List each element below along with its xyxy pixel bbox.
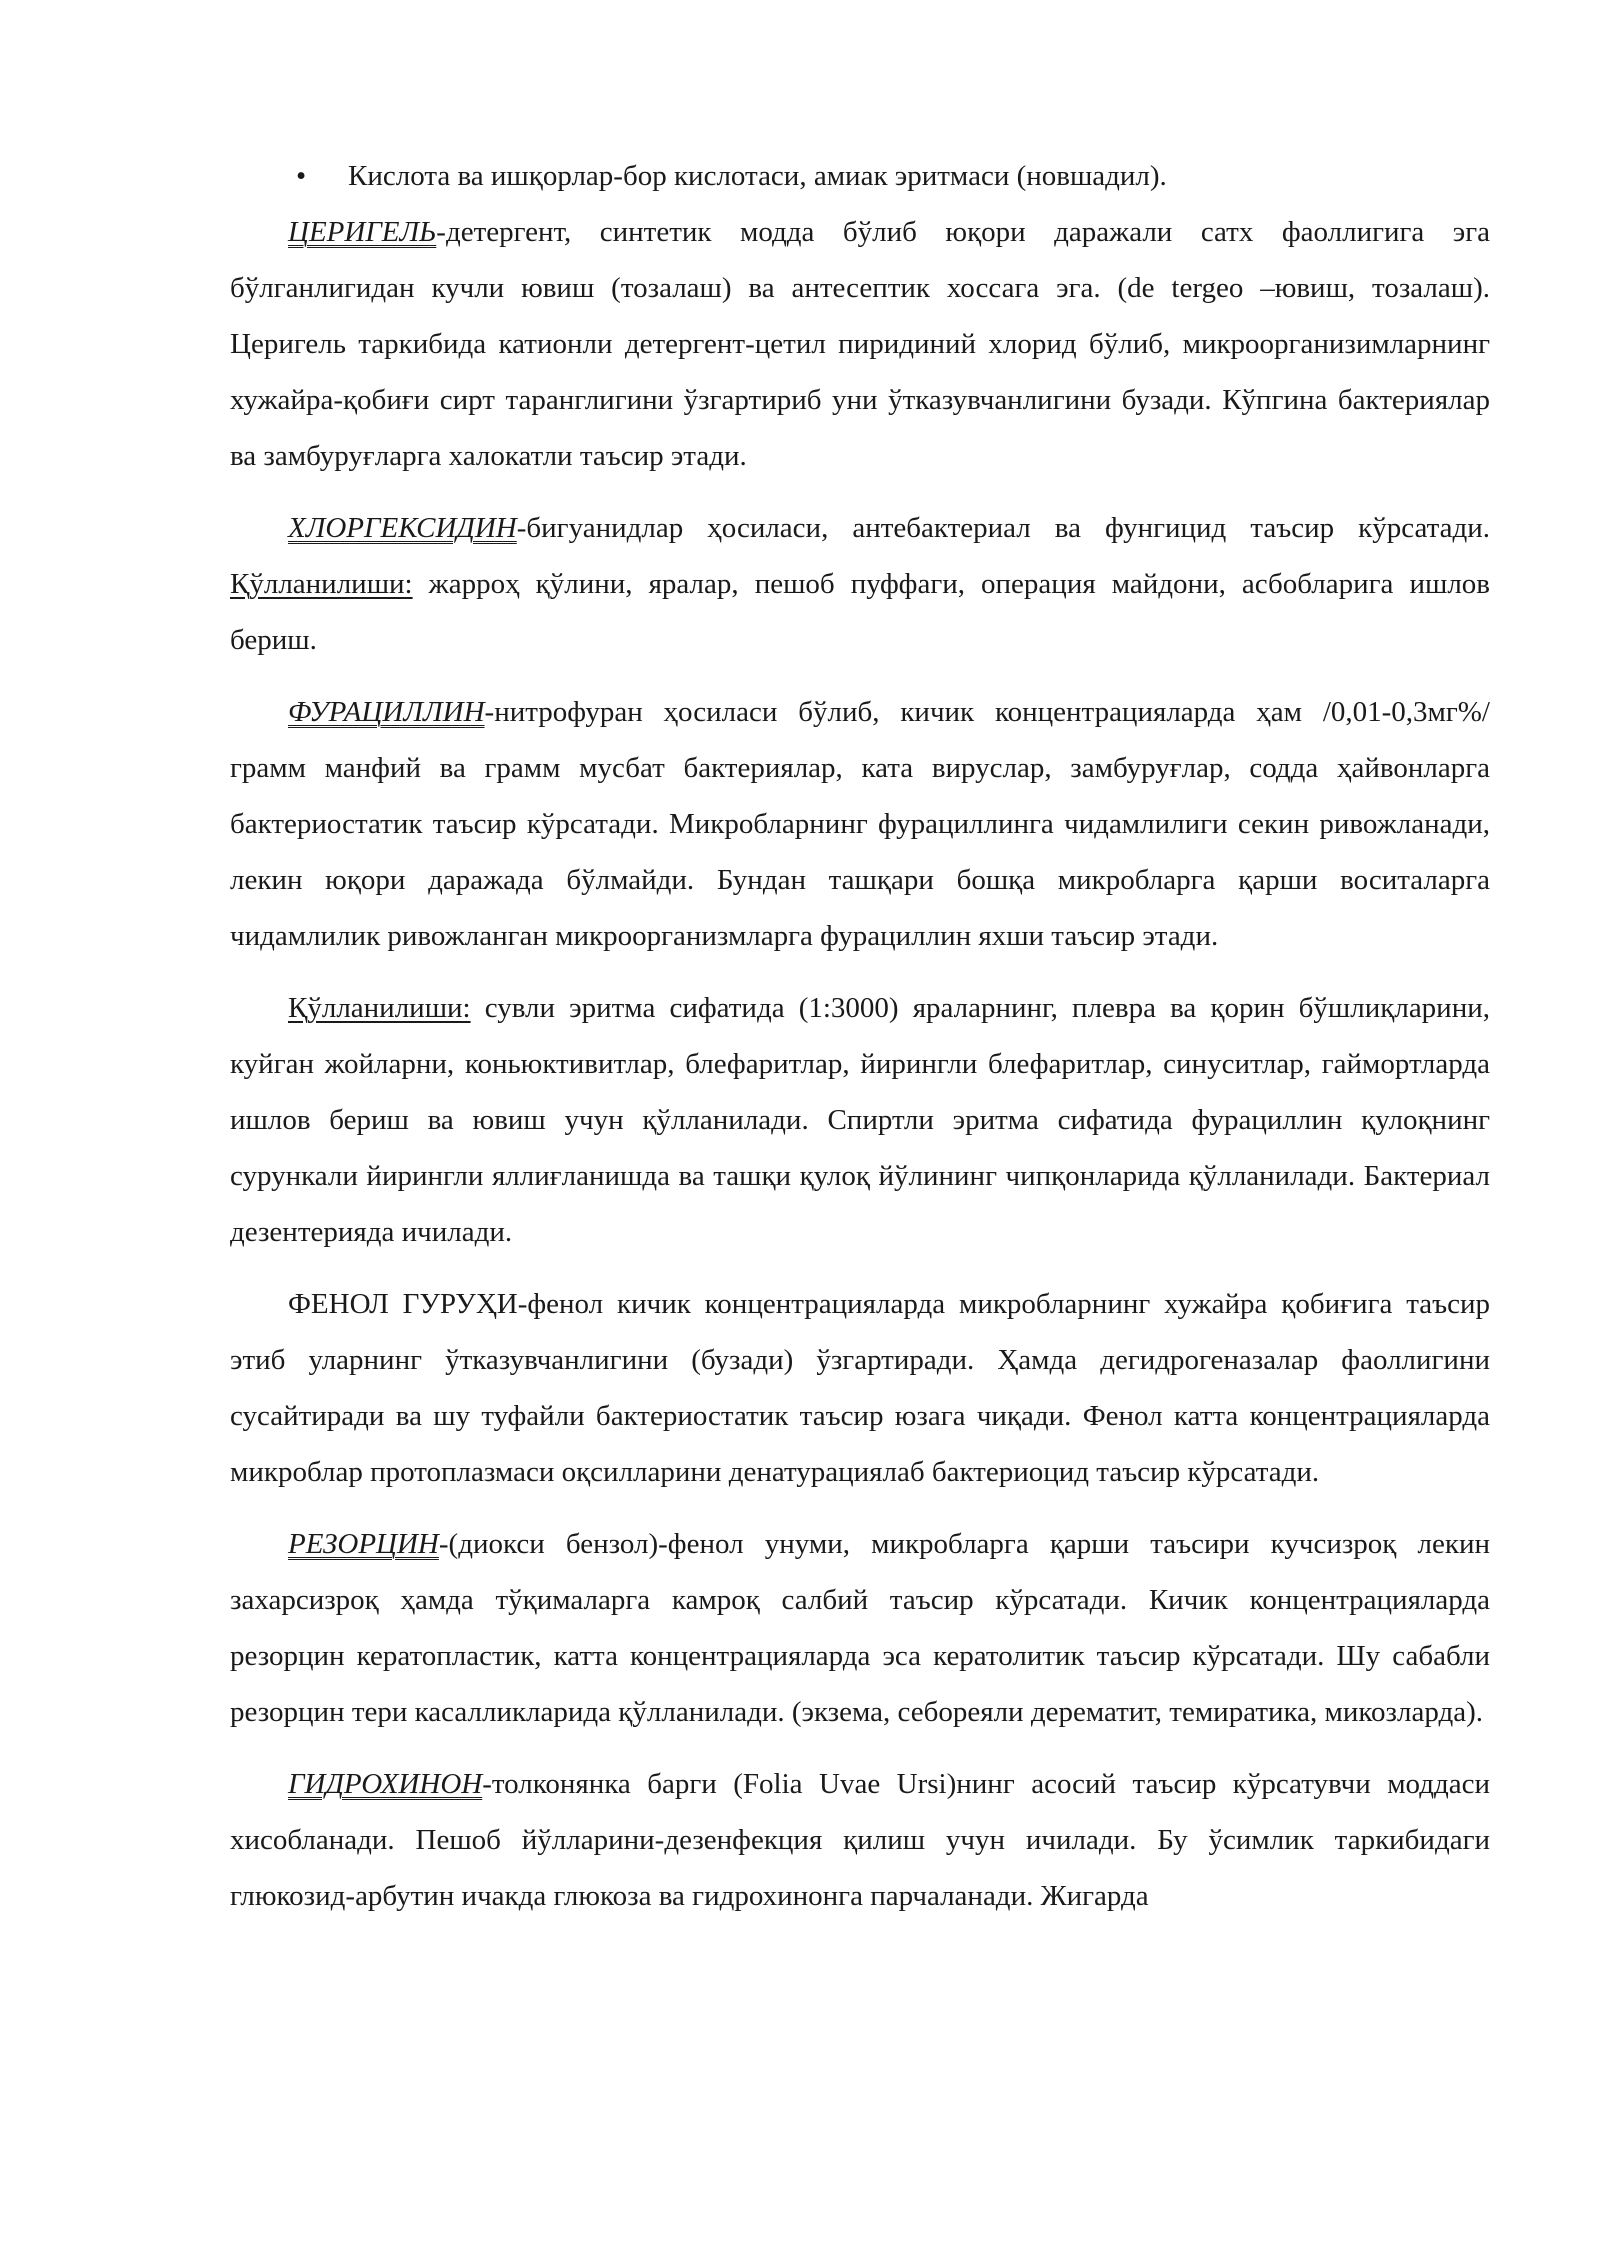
bullet-text: Кислота ва ишқорлар-бор кислотаси, амиак эритмаси (новшадил). <box>348 160 1167 192</box>
term-hydroquinone: ГИДРОХИНОН <box>288 1768 483 1800</box>
bullet-icon: • <box>296 160 307 192</box>
paragraph-text: -детергент, синтетик модда бўлиб юқори даражали сатх фаоллигига эга бўлганлигидан кучли ювиш (тозалаш) ва антесептик хоссага эга. (de tergeo –ювиш, тозалаш). Церигель таркибида катионли детергент-цетил пиридиний хлорид бўлиб, микроорганизимларнинг хужайра-қобиғи сирт таранглигини ўзгартириб уни ўтказувчанлигини бузади. Кўпгина бактериялар ва замбуруғларга халокатли таъсир этади. <box>230 216 1490 472</box>
paragraph-cerigel <box>230 204 1490 484</box>
paragraph-hydroquinone <box>230 1756 1490 1924</box>
usage-label: Қўлланилиши: <box>288 992 471 1024</box>
term-furacillin: ФУРАЦИЛЛИН <box>288 696 485 728</box>
usage-label: Қўлланилиши: <box>230 568 413 600</box>
paragraph-text: -толконянка барги (Folia Uvae Ursi)нинг асосий таъсир кўрсатувчи моддаси хисобланади. Пешоб йўлларини-дезенфекция қилиш учун ичилади. Бу ўсимлик таркибидаги глюкозид-арбутин ичакда глюкоза ва гидрохинонга парчаланади. Жигарда <box>230 1768 1490 1912</box>
paragraph-text: ФЕНОЛ ГУРУҲИ-фенол кичик концентрацияларда микробларнинг хужайра қобиғига таъсир этиб уларнинг ўтказувчанлигини (бузади) ўзгартиради. Ҳамда дегидрогеназалар фаоллигини сусайтиради ва шу туфайли бактериостатик таъсир юзага чиқади. Фенол катта концентрацияларда микроблар протоплазмаси оқсилларини денатурациялаб бактериоцид таъсир кўрсатади. <box>230 1288 1490 1488</box>
paragraph-furacillin-usage <box>230 980 1490 1260</box>
paragraph-phenol-group <box>230 1276 1490 1500</box>
paragraph-text: -(диокси бензол)-фенол унуми, микробларга қарши таъсири кучсизроқ лекин захарсизроқ ҳамда тўқималарга камроқ салбий таъсир кўрсатади. Кичик концентрацияларда резорцин кератопластик, катта концентрацияларда эса кератолитик таъсир кўрсатади. Шу сабабли резорцин тери касалликларида қўлланилади. (экзема, себореяли дерематит, темиратика, микозларда). <box>230 1528 1490 1728</box>
bullet-list-item <box>230 148 1490 204</box>
term-cerigel: ЦЕРИГЕЛЬ <box>288 216 437 248</box>
paragraph-furacillin <box>230 684 1490 964</box>
term-resorcin: РЕЗОРЦИН <box>288 1528 439 1560</box>
paragraph-resorcin <box>230 1516 1490 1740</box>
paragraph-chlorhexidine <box>230 500 1490 668</box>
document-page <box>230 148 1490 1936</box>
paragraph-text: сувли эритма сифатида (1:3000) яраларнинг, плевра ва қорин бўшлиқларини, куйган жойларни, коньюктивитлар, блефаритлар, йирингли блефаритлар, синуситлар, гаймортларда ишлов бериш ва ювиш учун қўлланилади. Спиртли эритма сифатида фурациллин қулоқнинг сурункали йирингли яллиғланишда ва ташқи қулоқ йўлининг чипқонларида қўлланилади. Бактериал дезентерияда ичилади. <box>230 992 1490 1248</box>
usage-text: жарроҳ қўлини, яралар, пешоб пуффаги, операция майдони, асбобларига ишлов бериш. <box>230 568 1490 656</box>
paragraph-text: -бигуанидлар ҳосиласи, антебактериал ва фунгицид таъсир кўрсатади. <box>516 512 1490 544</box>
paragraph-text: -нитрофуран ҳосиласи бўлиб, кичик концентрацияларда ҳам /0,01-0,3мг%/ грамм манфий ва грамм мусбат бактериялар, ката вируслар, замбуруғлар, содда ҳайвонларга бактериостатик таъсир кўрсатади. Микробларнинг фурациллинга чидамлилиги секин ривожланади, лекин юқори даражада бўлмайди. Бундан ташқари бошқа микробларга қарши воситаларга чидамлилик ривожланган микроорганизмларга фурациллин яхши таъсир этади. <box>230 696 1490 952</box>
term-chlorhexidine: ХЛОРГЕКСИДИН <box>288 512 517 544</box>
